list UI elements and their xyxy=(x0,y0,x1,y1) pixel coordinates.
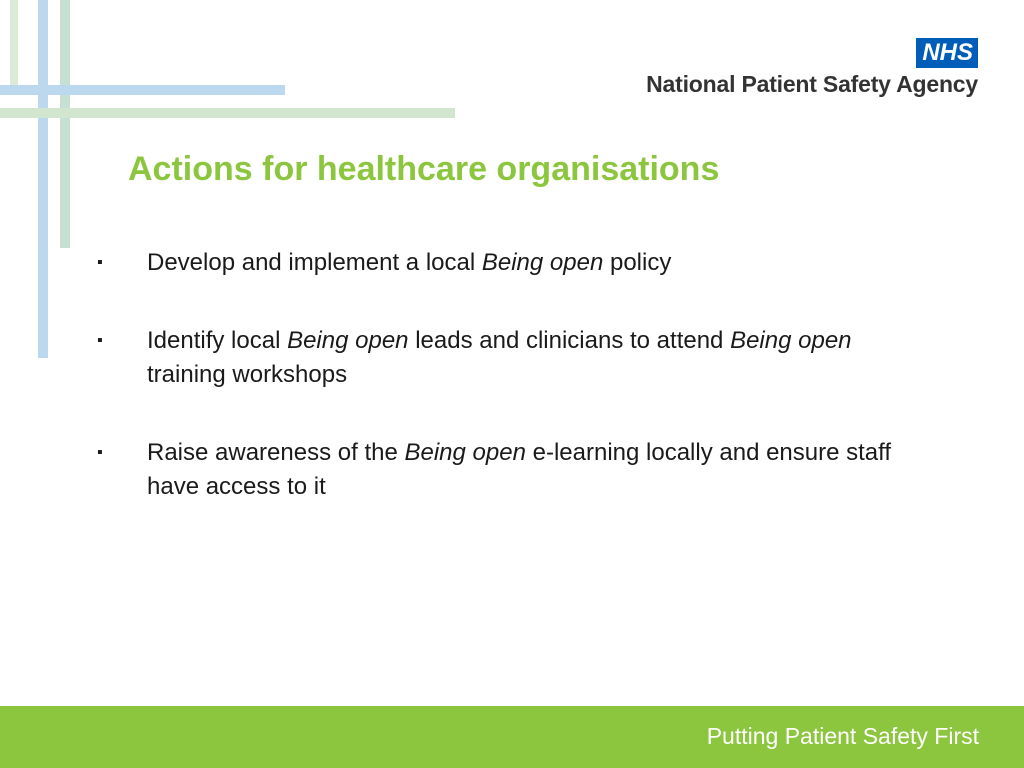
decorative-line xyxy=(10,0,18,90)
bullet-text: leads and clinicians to attend xyxy=(408,327,731,354)
npsa-logo xyxy=(646,38,978,98)
decorative-line xyxy=(38,0,48,358)
bullet-text: policy xyxy=(603,249,672,276)
decorative-line xyxy=(0,85,285,95)
bullet-marker: ▪ xyxy=(97,444,103,461)
bullet-marker: ▪ xyxy=(97,332,103,349)
bullet-emphasis: Being open xyxy=(404,439,526,466)
bullet-text: Raise awareness of the xyxy=(147,439,405,466)
bullet-list xyxy=(95,246,925,504)
bullet-item xyxy=(95,436,925,504)
decorative-line xyxy=(0,108,455,118)
bullet-item xyxy=(95,324,925,392)
bullet-item xyxy=(95,246,925,280)
footer-slogan: Putting Patient Safety First xyxy=(706,723,979,749)
bullet-text: Develop and implement a local xyxy=(147,249,482,276)
footer-bar xyxy=(0,706,1024,768)
nhs-logo-badge: NHS xyxy=(916,38,978,68)
slide-title: Actions for healthcare organisations xyxy=(128,150,720,188)
bullet-emphasis: Being open xyxy=(481,249,604,276)
bullet-emphasis: Being open xyxy=(730,327,852,354)
bullet-text: training workshops xyxy=(147,361,348,388)
agency-name: National Patient Safety Agency xyxy=(646,71,978,97)
bullet-text: e-learning locally and ensure staff have access to it xyxy=(147,439,892,500)
bullet-emphasis: Being open xyxy=(287,327,409,354)
bullet-marker: ▪ xyxy=(97,254,103,271)
decorative-line xyxy=(60,0,70,248)
bullet-text: Identify local xyxy=(147,327,288,354)
